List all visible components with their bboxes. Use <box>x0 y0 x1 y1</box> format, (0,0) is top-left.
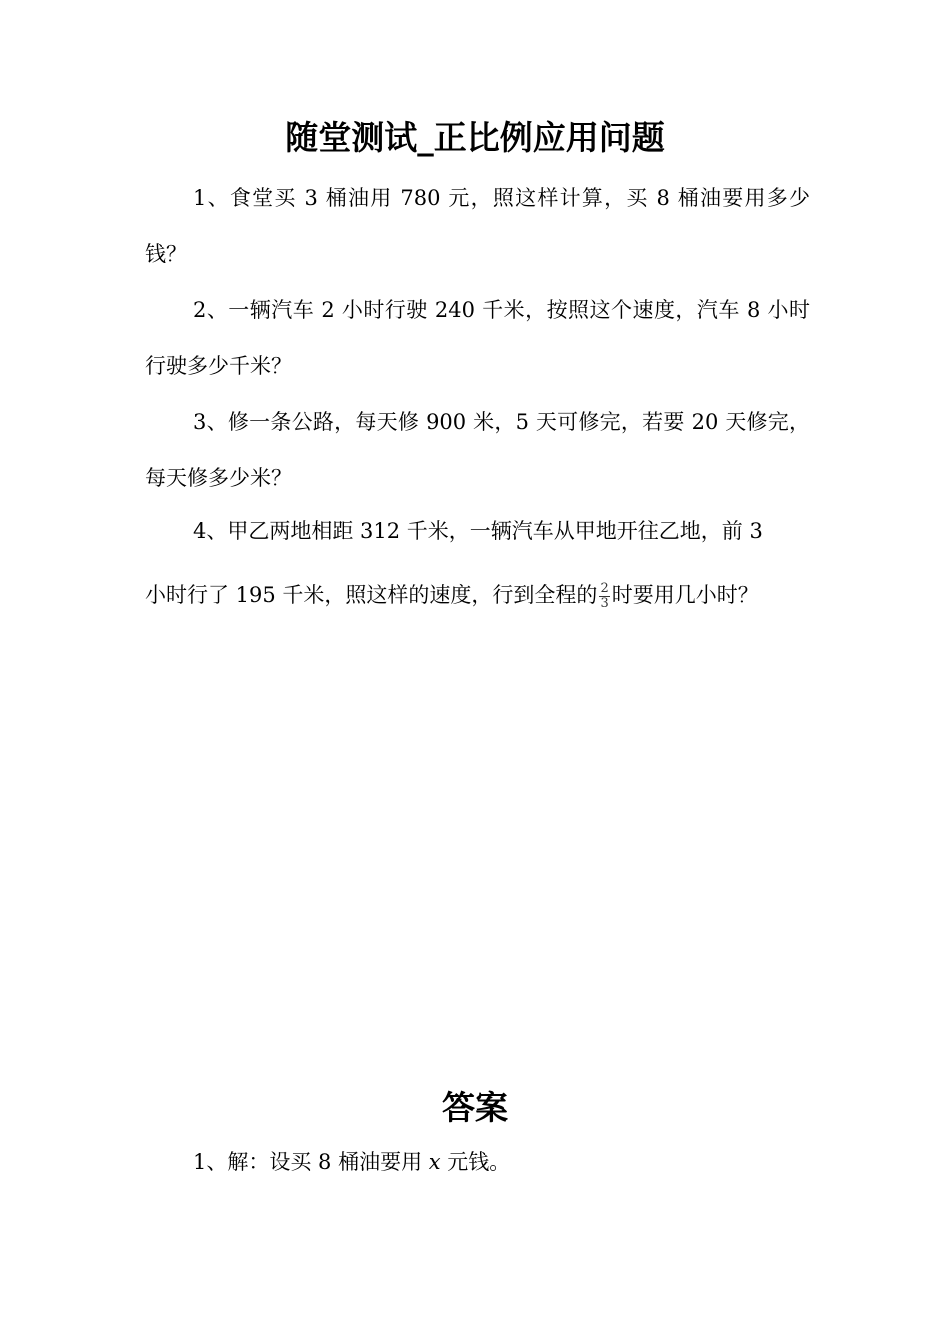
question-4-text-after-fraction: 时要用几小时？ <box>611 583 759 607</box>
answer-1-variable: x <box>428 1150 441 1174</box>
answer-section-title: 答案 <box>442 1088 508 1127</box>
question-4 <box>145 503 810 623</box>
question-2: 2、一辆汽车 2 小时行驶 240 千米，按照这个速度，汽车 8 小时行驶多少千米？ <box>145 298 810 378</box>
question-4-line-2 <box>145 567 810 623</box>
question-4-text-before-fraction: 小时行了 195 千米，照这样的速度，行到全程的 <box>145 583 598 607</box>
fraction-denominator: 3 <box>600 596 609 611</box>
answer-1 <box>145 1134 810 1190</box>
fraction-numerator: 2 <box>600 581 609 596</box>
fraction-two-thirds <box>599 582 609 611</box>
answer-1-text-after-variable: 元钱。 <box>447 1150 511 1174</box>
question-1: 1、食堂买 3 桶油用 780 元，照这样计算，买 8 桶油要用多少钱？ <box>145 186 810 266</box>
question-3: 3、修一条公路，每天修 900 米，5 天可修完，若要 20 天修完，每天修多少米？ <box>145 410 810 490</box>
question-4-line-1: 4、甲乙两地相距 312 千米，一辆汽车从甲地开往乙地，前 3 <box>193 519 763 543</box>
page-title: 随堂测试_正比例应用问题 <box>285 118 665 157</box>
answer-1-text-before-variable: 1、解：设买 8 桶油要用 <box>193 1150 423 1174</box>
